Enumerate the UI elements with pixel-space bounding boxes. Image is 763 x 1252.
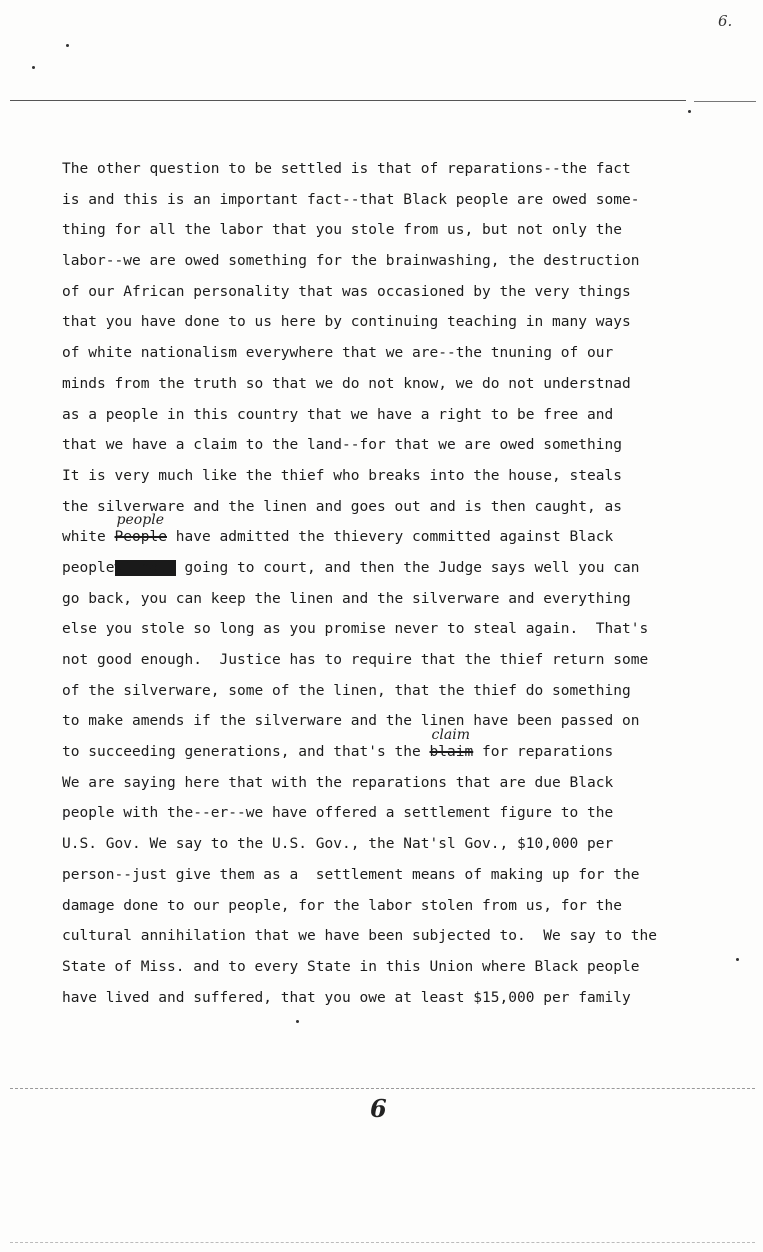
- text-line: person--just give them as a settlement means of making up for the: [62, 866, 640, 883]
- body-text: [62, 154, 702, 1013]
- line-fragment: going to court, and then the Judge says well you can: [175, 559, 640, 576]
- handwritten-insertion: claim: [431, 727, 471, 744]
- scan-speck: [296, 1020, 299, 1023]
- text-line: the silverware and the linen and goes out and is then caught, as: [62, 498, 622, 515]
- struck-word: blaim: [429, 744, 474, 761]
- struck-word: People: [114, 529, 167, 546]
- text-line: to make amends if the silverware and the linen have been passed on: [62, 713, 640, 730]
- text-line-with-correction: [62, 727, 702, 768]
- line-fragment: people: [62, 559, 115, 576]
- text-line: minds from the truth so that we do not know, we do not understnad: [62, 375, 631, 392]
- scan-speck: [66, 44, 69, 47]
- text-line: that you have done to us here by continuing teaching in many ways: [62, 314, 631, 331]
- text-line-with-correction: [62, 553, 702, 584]
- scan-edge-rule: [10, 1242, 755, 1243]
- text-line: else you stole so long as you promise never to steal again. That's: [62, 621, 649, 638]
- line-fragment: for reparations: [473, 744, 614, 761]
- text-line-with-correction: [62, 512, 702, 553]
- text-line: not good enough. Justice has to require that the thief return some: [62, 652, 649, 668]
- text-line: of the silverware, some of the linen, that the thief do something: [62, 682, 631, 699]
- text-line: have lived and suffered, that you owe at least $15,000 per family: [62, 989, 631, 1006]
- text-line: people with the--er--we have offered a settlement figure to the: [62, 805, 614, 822]
- scan-speck: [736, 958, 739, 961]
- correction: [114, 512, 168, 553]
- text-line: U.S. Gov. We say to the U.S. Gov., the Nat'sl Gov., $10,000 per: [62, 836, 614, 853]
- scan-speck: [32, 66, 35, 69]
- handwritten-insertion: people: [116, 512, 165, 529]
- text-line: of white nationalism everywhere that we are--the tnuning of our: [62, 345, 614, 362]
- inked-out-word: without: [114, 559, 176, 576]
- line-fragment: have admitted the thievery committed against Black: [167, 529, 614, 546]
- text-line: as a people in this country that we have a right to be free and: [62, 406, 614, 423]
- text-line: go back, you can keep the linen and the silverware and everything: [62, 590, 631, 607]
- line-fragment: white: [62, 529, 115, 546]
- text-line: State of Miss. and to every State in this Union where Black people: [62, 958, 640, 975]
- line-fragment: to succeeding generations, and that's the: [62, 744, 430, 761]
- header-rule-right: [694, 101, 756, 102]
- header-rule: [10, 100, 686, 101]
- text-line: thing for all the labor that you stole from us, but not only the: [62, 222, 622, 239]
- text-line: labor--we are owed something for the brainwashing, the destruction: [62, 253, 640, 270]
- text-line: It is very much like the thief who breaks into the house, steals: [62, 467, 622, 484]
- text-line: is and this is an important fact--that Black people are owed some-: [62, 191, 640, 208]
- text-line: that we have a claim to the land--for that we are owed something: [62, 437, 622, 454]
- correction: [429, 727, 474, 768]
- text-line: We are saying here that with the reparations that are due Black: [62, 774, 614, 791]
- text-line: damage done to our people, for the labor stolen from us, for the: [62, 897, 622, 914]
- scan-speck: [688, 110, 691, 113]
- text-line: of our African personality that was occasioned by the very things: [62, 283, 631, 300]
- text-line: cultural annihilation that we have been subjected to. We say to the: [62, 928, 657, 945]
- text-line: The other question to be settled is that of reparations--the fact: [62, 161, 631, 177]
- page-number-top: 6.: [718, 12, 733, 30]
- page-number-bottom: 6: [370, 1094, 387, 1123]
- footer-rule: [10, 1088, 755, 1089]
